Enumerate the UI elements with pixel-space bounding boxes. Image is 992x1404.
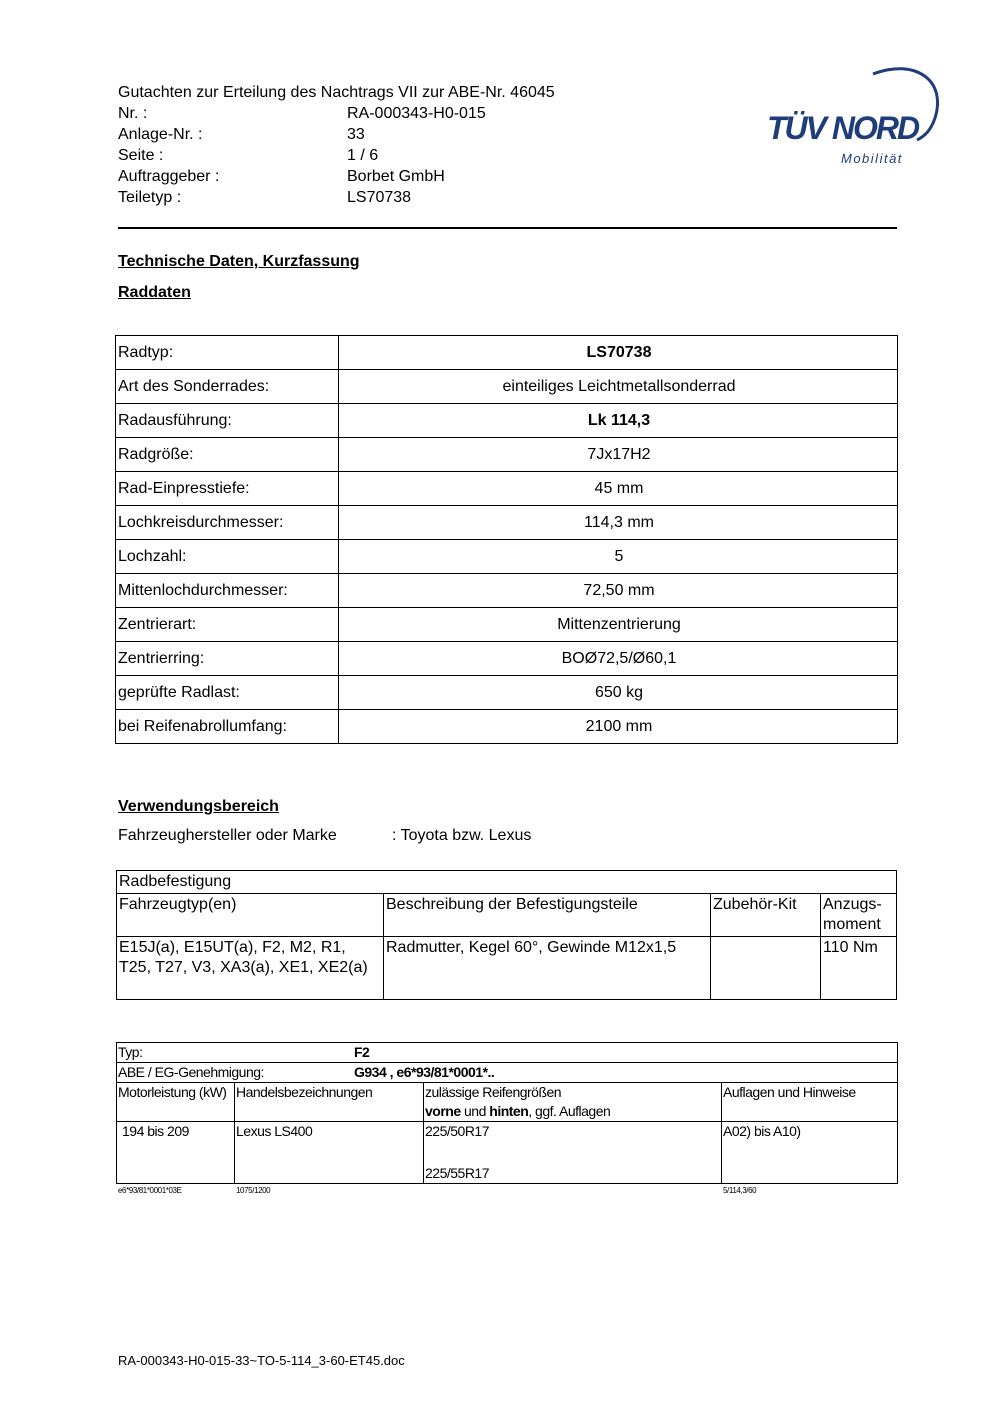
- raddaten-value: 5: [339, 540, 898, 574]
- abe-row: [117, 1063, 898, 1083]
- raddaten-label: Zentrierring:: [116, 642, 339, 676]
- raddaten-row: [116, 540, 898, 574]
- section-title-raddaten: Raddaten: [118, 284, 191, 301]
- document-header: [118, 82, 555, 208]
- befestigung-data-row: [117, 937, 897, 1000]
- cell-beschreibung: Radmutter, Kegel 60°, Gewinde M12x1,5: [384, 937, 711, 1000]
- raddaten-row: [116, 574, 898, 608]
- typ-value: F2: [354, 1044, 370, 1060]
- raddaten-label: Lochzahl:: [116, 540, 339, 574]
- typ-label: Typ:: [118, 1044, 143, 1060]
- raddaten-value: 7Jx17H2: [339, 438, 898, 472]
- cell-fahrzeugtypen: E15J(a), E15UT(a), F2, M2, R1, T25, T27, V3, XA3(a), XE1, XE2(a): [117, 937, 384, 1000]
- abe-label: ABE / EG-Genehmigung:: [118, 1064, 264, 1080]
- raddaten-row: [116, 404, 898, 438]
- befestigung-header-row: [117, 894, 897, 937]
- tiny-note-range: 1075/1200: [236, 1186, 271, 1195]
- raddaten-label: Rad-Einpresstiefe:: [116, 472, 339, 506]
- raddaten-row: [116, 676, 898, 710]
- raddaten-table: [115, 335, 898, 744]
- abe-value: G934 , e6*93/81*0001*..: [354, 1064, 495, 1080]
- raddaten-row: [116, 506, 898, 540]
- logo-wordmark: TÜV NORD: [767, 110, 919, 146]
- header-row-teiletyp: Teiletyp : LS70738: [118, 189, 412, 206]
- header-divider: [118, 227, 897, 229]
- raddaten-value: BOØ72,5/Ø60,1: [339, 642, 898, 676]
- manufacturer-line: [118, 827, 531, 845]
- tiny-note-approval: e6*93/81*0001*03E: [118, 1186, 182, 1195]
- raddaten-row: [116, 608, 898, 642]
- befestigung-table: [116, 870, 897, 1000]
- header-beschreibung: Beschreibung der Befestigungsteile: [384, 894, 711, 937]
- raddaten-row: [116, 370, 898, 404]
- header-row-seite: Seite : 1 / 6: [118, 147, 379, 164]
- tuev-nord-logo: [765, 60, 945, 170]
- raddaten-label: Mittenlochdurchmesser:: [116, 574, 339, 608]
- header-fahrzeugtyp: Fahrzeugtyp(en): [117, 894, 384, 937]
- raddaten-row: [116, 438, 898, 472]
- raddaten-value: Lk 114,3: [339, 404, 898, 438]
- header-row-nr: Nr. : RA-000343-H0-015: [118, 105, 486, 122]
- raddaten-label: Radausführung:: [116, 404, 339, 438]
- cell-auflagen: A02) bis A10): [722, 1122, 898, 1184]
- header-zubehoer: Zubehör-Kit: [711, 894, 821, 937]
- raddaten-value: 45 mm: [339, 472, 898, 506]
- befestigung-title: Radbefestigung: [117, 871, 897, 894]
- cell-zubehoer: [711, 937, 821, 1000]
- raddaten-value: 2100 mm: [339, 710, 898, 744]
- tiny-note-bolt: 5/114,3/60: [723, 1186, 757, 1195]
- cell-reifengroessen: 225/50R17 225/55R17: [424, 1122, 722, 1184]
- manufacturer-label: Fahrzeughersteller oder Marke: [118, 827, 337, 844]
- raddaten-row: [116, 472, 898, 506]
- raddaten-label: geprüfte Radlast:: [116, 676, 339, 710]
- section-title-verwendung: Verwendungsbereich: [118, 798, 279, 815]
- footer-filename: RA-000343-H0-015-33~TO-5-114_3-60-ET45.doc: [118, 1353, 405, 1368]
- header-row-anlage: Anlage-Nr. : 33: [118, 126, 365, 143]
- raddaten-label: bei Reifenabrollumfang:: [116, 710, 339, 744]
- raddaten-label: Zentrierart:: [116, 608, 339, 642]
- raddaten-value: 650 kg: [339, 676, 898, 710]
- raddaten-value: 114,3 mm: [339, 506, 898, 540]
- typ-header-row: [117, 1083, 898, 1122]
- section-title-tech: Technische Daten, Kurzfassung: [118, 253, 360, 270]
- cell-anzugsmoment: 110 Nm: [821, 937, 897, 1000]
- typ-table: [116, 1042, 898, 1184]
- raddaten-row: [116, 642, 898, 676]
- raddaten-value: 72,50 mm: [339, 574, 898, 608]
- typ-data-row: [117, 1122, 898, 1184]
- raddaten-label: Art des Sonderrades:: [116, 370, 339, 404]
- raddaten-row: [116, 710, 898, 744]
- manufacturer-value: : Toyota bzw. Lexus: [392, 827, 532, 844]
- raddaten-label: Lochkreisdurchmesser:: [116, 506, 339, 540]
- cell-motorleistung: 194 bis 209: [117, 1122, 235, 1184]
- typ-row: [117, 1043, 898, 1063]
- logo-subtitle: Mobilität: [841, 151, 903, 166]
- cell-handelsbezeichnung: Lexus LS400: [235, 1122, 424, 1184]
- raddaten-value: einteiliges Leichtmetallsonderrad: [339, 370, 898, 404]
- header-motorleistung: Motorleistung (kW): [117, 1083, 235, 1122]
- raddaten-row: [116, 336, 898, 370]
- header-auflagen: Auflagen und Hinweise: [722, 1083, 898, 1122]
- raddaten-value: LS70738: [339, 336, 898, 370]
- raddaten-label: Radtyp:: [116, 336, 339, 370]
- header-handelsbezeichnungen: Handelsbezeichnungen: [235, 1083, 424, 1122]
- document-title: Gutachten zur Erteilung des Nachtrags VII zur ABE-Nr. 46045: [118, 84, 555, 101]
- header-row-auftraggeber: Auftraggeber : Borbet GmbH: [118, 168, 445, 185]
- header-reifengroessen: zulässige Reifengrößen vorne und hinten, ggf. Auflagen: [424, 1083, 722, 1122]
- raddaten-value: Mittenzentrierung: [339, 608, 898, 642]
- header-anzugsmoment: Anzugs-moment: [821, 894, 897, 937]
- raddaten-label: Radgröße:: [116, 438, 339, 472]
